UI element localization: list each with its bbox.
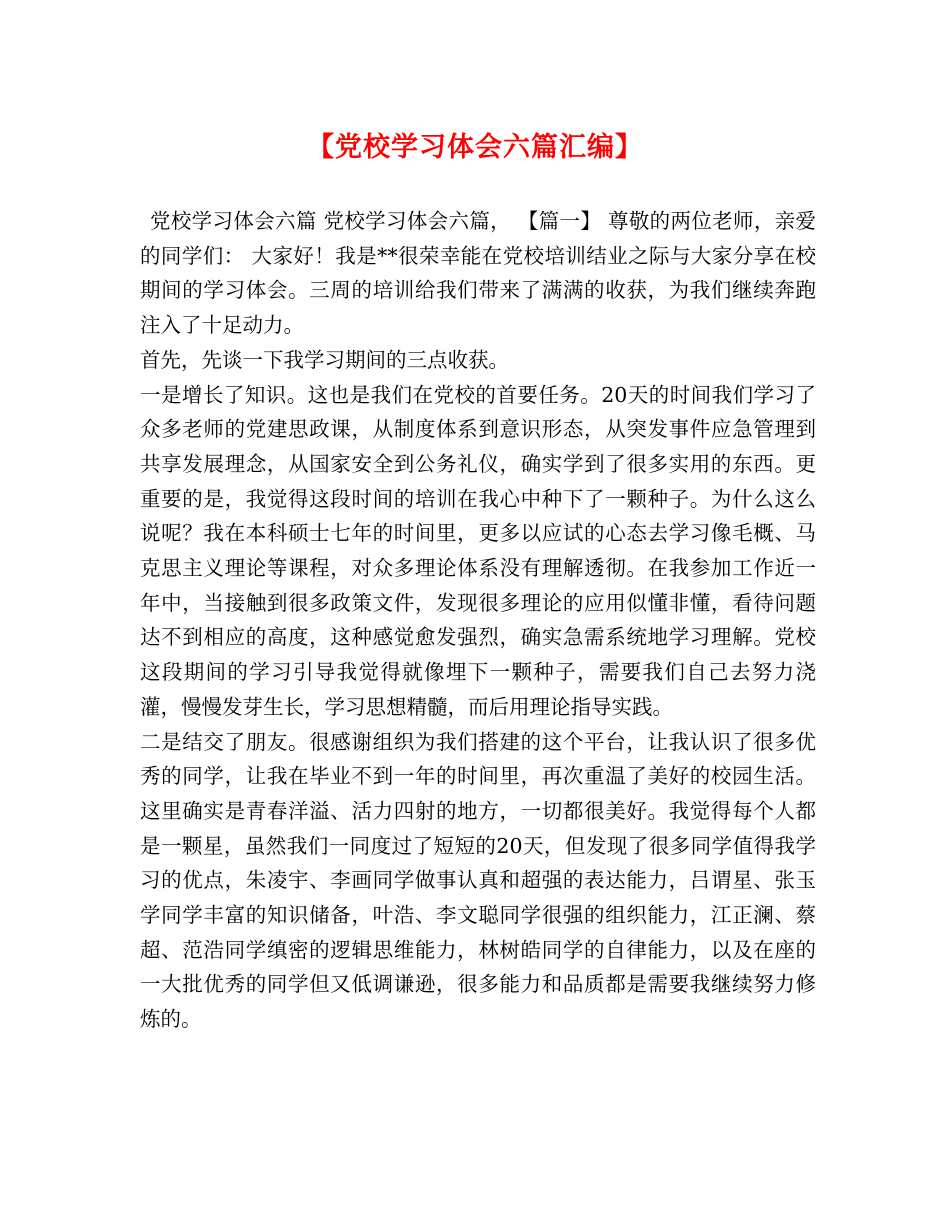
- paragraph-friends: 二是结交了朋友。很感谢组织为我们搭建的这个平台，让我认识了很多优秀的同学，让我在毕业不到一年的时间里，再次重温了美好的校园生活。这里确实是青春洋溢、活力四射的地方，一切都很美好。我觉得每个人都是一颗星，虽然我们一同度过了短短的20天，但发现了很多同学值得我学习的优点，朱凌宇、李画同学做事认真和超强的表达能力，吕谓星、张玉学同学丰富的知识储备，叶浩、李文聪同学很强的组织能力，江正澜、蔡超、范浩同学缜密的逻辑思维能力，林树皓同学的自律能力，以及在座的一大批优秀的同学但又低调谦逊，很多能力和品质都是需要我继续努力修炼的。: [140, 729, 816, 1032]
- paragraph-intro: 党校学习体会六篇 党校学习体会六篇， 【篇一】 尊敬的两位老师，亲爱的同学们： 大家好！我是**很荣幸能在党校培训结业之际与大家分享在校期间的学习体会。三周的培训给我们带来了满满的收获，为我们继续奔跑注入了十足动力。: [140, 209, 816, 338]
- document-title: 【党校学习体会六篇汇编】: [307, 132, 643, 163]
- paragraph-summary: 首先，先谈一下我学习期间的三点收获。: [140, 347, 509, 372]
- paragraph-knowledge: 一是增长了知识。这也是我们在党校的首要任务。20天的时间我们学习了众多老师的党建思政课，从制度体系到意识形态，从突发事件应急管理到共享发展理念，从国家安全到公务礼仪，确实学到了很多实用的东西。更重要的是，我觉得这段时间的培训在我心中种下了一颗种子。为什么这么说呢？我在本科硕士七年的时间里，更多以应试的心态去学习像毛概、马克思主义理论等课程，对众多理论体系没有理解透彻。在我参加工作近一年中，当接触到很多政策文件，发现很多理论的应用似懂非懂，看待问题达不到相应的高度，这种感觉愈发强烈，确实急需系统地学习理解。党校这段期间的学习引导我觉得就像埋下一颗种子，需要我们自己去努力浇灌，慢慢发芽生长，学习思想精髓，而后用理论指导实践。: [140, 382, 816, 719]
- document-body: [140, 204, 816, 1037]
